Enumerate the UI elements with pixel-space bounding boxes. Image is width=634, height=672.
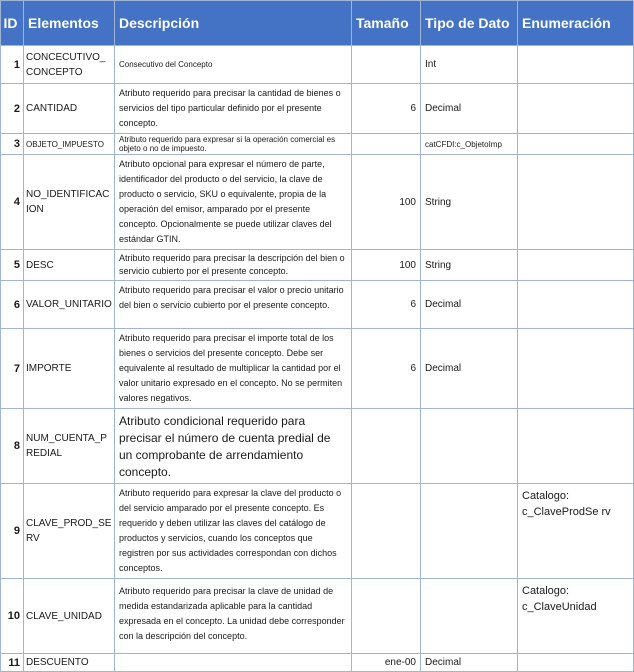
cell-tipo: Decimal — [421, 281, 518, 329]
table-row — [1, 409, 634, 484]
cell-elemento: DESC — [24, 250, 115, 281]
header-tamano: Tamaño — [352, 1, 421, 46]
cell-descripcion — [115, 654, 352, 672]
cell-descripcion: Atributo opcional para expresar el número de parte, identificador del producto o del servicio, la clave de producto o servicio, SKU o equivalente, propia de la operación del emisor, amparado por el presente concepto. Opcionalmente se puede utilizar claves del estándar GTIN. — [115, 155, 352, 250]
cell-descripcion: Atributo requerido para precisar el valor o precio unitario del bien o servicio cubierto por el presente concepto. — [115, 281, 352, 329]
header-id: ID — [1, 1, 24, 46]
cell-elemento: VALOR_UNITARIO — [24, 281, 115, 329]
cell-enumeracion — [518, 409, 634, 484]
cell-tamano: 6 — [352, 84, 421, 134]
cell-elemento: NUM_CUENTA_PREDIAL — [24, 409, 115, 484]
table-row — [1, 654, 634, 672]
cell-descripcion: Atributo requerido para expresar si la operación comercial es objeto o no de impuesto. — [115, 134, 352, 155]
cell-id: 2 — [1, 84, 24, 134]
cell-tipo: catCFDI:c_ObjetoImp — [421, 134, 518, 155]
header-tipo: Tipo de Dato — [421, 1, 518, 46]
cell-id: 7 — [1, 329, 24, 409]
table-row — [1, 46, 634, 84]
cell-tamano: 6 — [352, 281, 421, 329]
cell-elemento: CLAVE_PROD_SERV — [24, 484, 115, 579]
cell-tipo: String — [421, 155, 518, 250]
table-row — [1, 134, 634, 155]
cell-enumeracion: Catalogo: c_ClaveProdSe rv — [518, 484, 634, 579]
cell-enumeracion — [518, 329, 634, 409]
cell-tipo: Int — [421, 46, 518, 84]
cell-tamano: ene-00 — [352, 654, 421, 672]
cell-descripcion: Atributo requerido para precisar el importe total de los bienes o servicios del presente concepto. Debe ser equivalente al resultado de multiplicar la cantidad por el valor unitario expresado en el concepto. No se permiten valores negativos. — [115, 329, 352, 409]
table-row — [1, 579, 634, 654]
cell-id: 4 — [1, 155, 24, 250]
cell-elemento: CONCECUTIVO_CONCEPTO — [24, 46, 115, 84]
cell-id: 10 — [1, 579, 24, 654]
table-row — [1, 329, 634, 409]
cell-elemento: IMPORTE — [24, 329, 115, 409]
cell-id: 1 — [1, 46, 24, 84]
cell-tipo: Decimal — [421, 329, 518, 409]
cell-enumeracion — [518, 250, 634, 281]
cell-elemento: NO_IDENTIFICACION — [24, 155, 115, 250]
cell-tipo — [421, 579, 518, 654]
header-descripcion: Descripción — [115, 1, 352, 46]
cell-id: 8 — [1, 409, 24, 484]
header-elementos: Elementos — [24, 1, 115, 46]
cell-id: 5 — [1, 250, 24, 281]
cell-tipo: String — [421, 250, 518, 281]
cell-tamano — [352, 579, 421, 654]
cell-descripcion: Consecutivo del Concepto — [115, 46, 352, 84]
table-row — [1, 250, 634, 281]
cell-tamano: 6 — [352, 329, 421, 409]
header-enumeracion: Enumeración — [518, 1, 634, 46]
cell-id: 6 — [1, 281, 24, 329]
cell-enumeracion — [518, 155, 634, 250]
cell-enumeracion — [518, 281, 634, 329]
cell-tipo: Decimal — [421, 654, 518, 672]
cell-id: 11 — [1, 654, 24, 672]
cell-enumeracion — [518, 654, 634, 672]
cell-elemento: DESCUENTO — [24, 654, 115, 672]
cell-tamano — [352, 46, 421, 84]
table-row — [1, 84, 634, 134]
table-row — [1, 484, 634, 579]
cell-tipo: Decimal — [421, 84, 518, 134]
cell-tamano — [352, 134, 421, 155]
cell-tamano — [352, 409, 421, 484]
cell-descripcion: Atributo requerido para precisar la cantidad de bienes o servicios del tipo particular definido por el presente concepto. — [115, 84, 352, 134]
cell-tipo — [421, 409, 518, 484]
table-row — [1, 281, 634, 329]
cell-descripcion: Atributo requerido para precisar la descripción del bien o servicio cubierto por el presente concepto. — [115, 250, 352, 281]
cell-descripcion: Atributo requerido para expresar la clave del producto o del servicio amparado por el presente concepto. Es requerido y deben utilizar las claves del catálogo de productos y servicios, cuando los conceptos que registren por sus actividades correspondan con dichos conceptos. — [115, 484, 352, 579]
cell-id: 3 — [1, 134, 24, 155]
cell-tamano: 100 — [352, 250, 421, 281]
cell-id: 9 — [1, 484, 24, 579]
cell-enumeracion — [518, 46, 634, 84]
cell-tamano — [352, 484, 421, 579]
cell-tamano: 100 — [352, 155, 421, 250]
cell-descripcion: Atributo condicional requerido para precisar el número de cuenta predial de un comprobante de arrendamiento concepto. — [115, 409, 352, 484]
cell-elemento: CLAVE_UNIDAD — [24, 579, 115, 654]
cell-tipo — [421, 484, 518, 579]
table-row — [1, 155, 634, 250]
cell-elemento: OBJETO_IMPUESTO — [24, 134, 115, 155]
cell-enumeracion — [518, 134, 634, 155]
cell-enumeracion — [518, 84, 634, 134]
header-row — [1, 1, 634, 46]
cell-elemento: CANTIDAD — [24, 84, 115, 134]
cell-descripcion: Atributo requerido para precisar la clave de unidad de medida estandarizada aplicable para la cantidad expresada en el concepto. La unidad debe corresponder con la descripción del concepto. — [115, 579, 352, 654]
cell-enumeracion: Catalogo: c_ClaveUnidad — [518, 579, 634, 654]
